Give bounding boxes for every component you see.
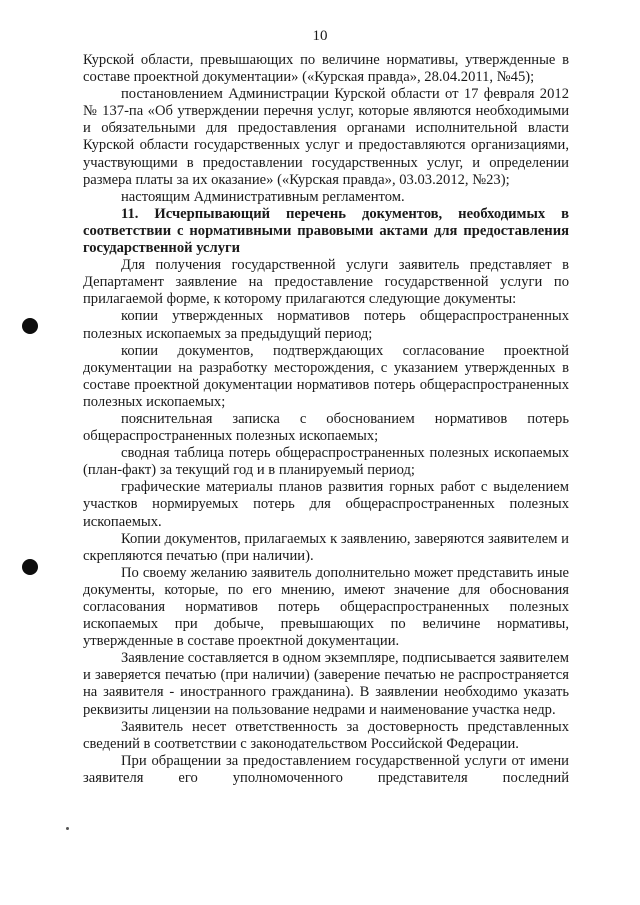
paragraph: Для получения государственной услуги заявитель представляет в Департамент заявление на предоставление государственной услуги по прилагаемой форме, к которому прилагаются следующие документы:	[83, 257, 569, 308]
paragraph: По своему желанию заявитель дополнительно может представить иные документы, которые, по его мнению, имеют значение для обоснования согласования нормативов потерь общераспространенных полезных ископаемых при добыче, превышающих по величине нормативы, утвержденные в составе проектной документации.	[83, 564, 569, 650]
paragraph: При обращении за предоставлением государственной услуги от имени заявителя его уполномоченного представителя последний	[83, 752, 569, 786]
list-item: графические материалы планов развития горных работ с выделением участков нормируемых потерь для общераспространенных полезных ископаемых.	[83, 479, 569, 530]
binder-hole	[22, 559, 38, 575]
paragraph: настоящим Административным регламентом.	[121, 188, 405, 205]
document-body	[83, 52, 569, 787]
binder-hole	[22, 318, 38, 334]
list-item: пояснительная записка с обоснованием нормативов потерь общераспространенных полезных ископаемых;	[83, 410, 569, 445]
list-item: копии утвержденных нормативов потерь общераспространенных полезных ископаемых за предыдущий период;	[83, 308, 569, 342]
list-item: сводная таблица потерь общераспространенных полезных ископаемых (план-факт) за текущий год и в планируемый период;	[83, 445, 569, 479]
paragraph: Курской области, превышающих по величине нормативы, утвержденные в составе проектной документации» («Курская правда», 28.04.2011, №45);	[83, 52, 569, 86]
paragraph: Копии документов, прилагаемых к заявлению, заверяются заявителем и скрепляются печатью (при наличии).	[83, 530, 569, 564]
list-item: копии документов, подтверждающих согласование проектной документации на разработку месторождения, с указанием утвержденных в составе проектной документации нормативов потерь общераспространенных полезных ископаемых;	[83, 342, 569, 410]
scan-speck	[66, 827, 69, 830]
page-number: 10	[312, 28, 328, 44]
section-heading: 11. Исчерпывающий перечень документов, необходимых в соответствии с нормативными правовыми актами для предоставления государственной услуги	[83, 205, 569, 257]
paragraph: Заявление составляется в одном экземпляре, подписывается заявителем и заверяется печатью (при наличии) (заверение печатью не распространяется на заявителя - иностранного гражданина). В заявлении необходимо указать реквизиты лицензии на пользование недрами и наименование участка недр.	[83, 650, 569, 718]
paragraph: Заявитель несет ответственность за достоверность представленных сведений в соответствии с законодательством Российской Федерации.	[83, 718, 569, 752]
paragraph: постановлением Администрации Курской области от 17 февраля 2012 № 137-па «Об утверждении перечня услуг, которые являются необходимыми и обязательными для предоставления органами исполнительной власти Курской области государственных услуг и предоставляются организациями, участвующими в предоставлении государственных услуг, и определении размера платы за их оказание» («Курская правда», 03.03.2012, №23);	[83, 86, 569, 188]
